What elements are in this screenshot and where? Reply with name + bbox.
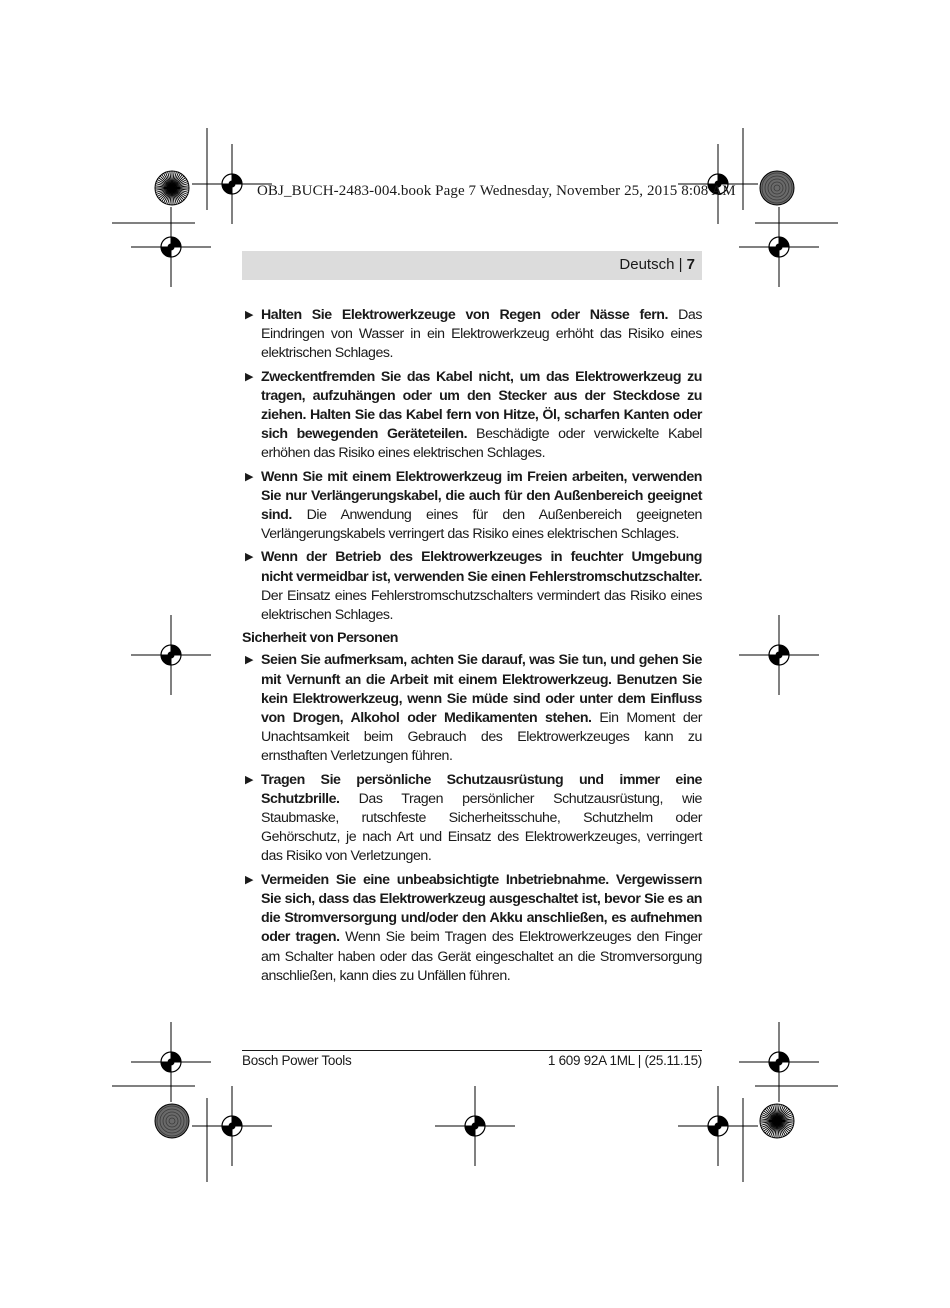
triangle-bullet-icon: ▶ [245,873,254,886]
item-lead: Wenn der Betrieb des Elektrowerkzeuges in feuchter Umgebung nicht vermeidbar ist, verwenden Sie einen Fehlerstromschutzschalter. [261,549,702,585]
registration-mark-icon [739,207,819,287]
safety-item [242,306,702,364]
color-wheel-icon [155,1104,189,1138]
page-header-bar [242,251,702,280]
registration-mark-icon [131,207,211,287]
item-lead: Vermeiden Sie eine unbeabsichtigte Inbetriebnahme. Vergewissern Sie sich, dass das Elektrowerkzeug ausgeschaltet ist, bevor Sie es an die Stromversorgung und/oder den Akku anschließen, es aufnehmen oder tragen. [261,871,702,946]
header-page-number: 7 [686,256,695,273]
item-body: Das Tragen persönlicher Schutzausrüstung, wie Staubmaske, rutschfeste Sicherheitsschuhe, Schutzhelm oder Gehörschutz, je nach Art und Einsatz des Elektrowerkzeuges, verringert das Risiko von Verletzungen. [261,790,702,865]
header-language: Deutsch [619,256,675,273]
item-lead: Seien Sie aufmerksam, achten Sie darauf, was Sie tun, und gehen Sie mit Vernunft an die Arbeit mit einem Elektrowerkzeug. Benutzen Sie kein Elektrowerkzeug, wenn Sie müde sind oder unter dem Einfluss von Drogen, Alkohol oder Medikamenten stehen. [261,652,702,727]
registration-mark-icon [435,1086,515,1166]
safety-item [242,368,702,464]
registration-mark-icon [131,1022,211,1102]
registration-mark-icon [739,615,819,695]
item-body: Ein Moment der Unachtsamkeit beim Gebrauch des Elektrowerkzeuges kann zu ernsthaften Verletzungen führen. [261,710,702,765]
safety-item [242,548,702,625]
registration-mark-icon [739,1022,819,1102]
page-header-text [619,256,695,273]
file-slug-line: OBJ_BUCH-2483-004.book Page 7 Wednesday, November 25, 2015 8:08 AM [257,183,736,199]
main-content [242,306,702,990]
item-lead: Tragen Sie persönliche Schutzausrüstung und immer eine Schutzbrille. [261,771,702,807]
safety-item [242,771,702,867]
header-separator: | [674,256,687,273]
footer-doc-code: 1 609 92A 1ML | (25.11.15) [547,1053,702,1068]
item-body: Wenn Sie beim Tragen des Elektrowerkzeuges den Finger am Schalter haben oder das Gerät eingeschaltet an die Stromversorgung anschließen, kann dies zu Unfällen führen. [261,929,702,984]
triangle-bullet-icon: ▶ [245,370,254,383]
footer-brand: Bosch Power Tools [242,1053,352,1068]
triangle-bullet-icon: ▶ [245,654,254,667]
item-body: Das Eindringen von Wasser in ein Elektrowerkzeug erhöht das Risiko eines elektrischen Schlages. [261,307,703,362]
triangle-bullet-icon: ▶ [245,773,254,786]
triangle-bullet-icon: ▶ [245,309,254,321]
item-body: Beschädigte oder verwickelte Kabel erhöhen das Risiko eines elektrischen Schlages. [261,426,702,462]
registration-mark-icon [192,1086,272,1166]
registration-mark-icon [131,615,211,695]
item-body: Die Anwendung eines für den Außenbereich geeigneten Verlängerungskabels verringert das Risiko eines elektrischen Schlages. [261,507,702,543]
safety-item [242,871,702,986]
item-lead: Halten Sie Elektrowerkzeuge von Regen oder Nässe fern. [261,307,668,323]
safety-item [242,468,702,545]
item-body: Der Einsatz eines Fehlerstromschutzschalters vermindert das Risiko eines elektrischen Schlages. [261,587,702,624]
registration-mark-icon [678,1086,758,1166]
section-heading: Sicherheit von Personen [242,630,399,647]
color-wheel-icon [155,171,189,205]
footer-rule [242,1050,702,1051]
color-wheel-icon [760,171,794,205]
triangle-bullet-icon: ▶ [245,551,254,564]
item-lead: Zweckentfremden Sie das Kabel nicht, um das Elektrowerkzeug zu tragen, aufzuhängen oder um den Stecker aus der Steckdose zu ziehen. Halten Sie das Kabel fern von Hitze, Öl, scharfen Kanten oder sich bewegenden Geräteteilen. [261,368,702,443]
safety-item [242,651,702,766]
color-wheel-icon [760,1104,794,1138]
item-lead: Wenn Sie mit einem Elektrowerkzeug im Freien arbeiten, verwenden Sie nur Verlängerungskabel, die auch für den Außenbereich geeignet sind. [261,468,702,524]
triangle-bullet-icon: ▶ [245,470,254,483]
